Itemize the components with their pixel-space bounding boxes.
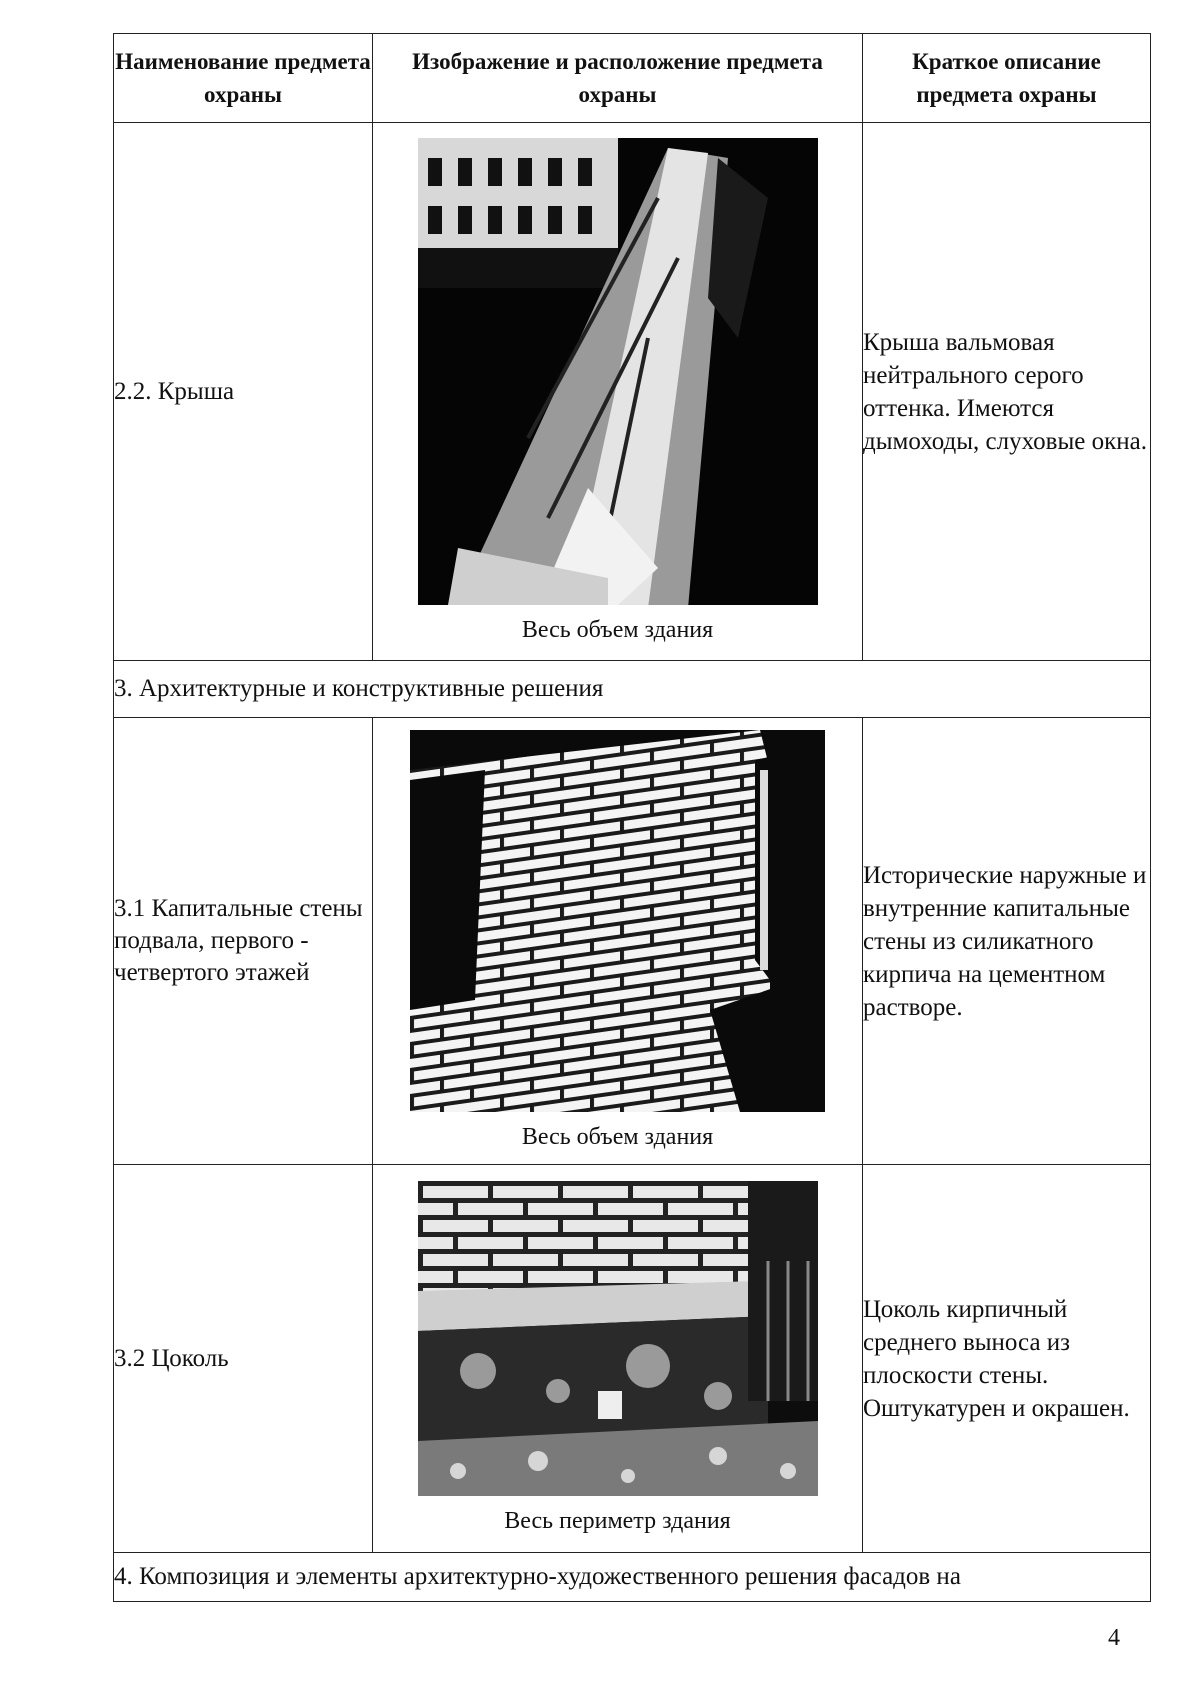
- plinth-description: Цоколь кирпичный среднего выноса из плоскости стены. Оштукатурен и окрашен.: [863, 1165, 1151, 1553]
- header-image: Изображение и расположение предмета охраны: [373, 34, 863, 123]
- section-3-heading: 3. Архитектурные и конструктивные решения: [114, 661, 1151, 718]
- table-row: [114, 718, 1151, 1165]
- roof-photo: [418, 138, 818, 605]
- roof-image-cell: [373, 123, 863, 661]
- walls-photo: [410, 730, 825, 1112]
- plinth-caption: Весь периметр здания: [504, 1508, 731, 1534]
- table-row: [114, 1553, 1151, 1602]
- section-4-heading: 4. Композиция и элементы архитектурно-художественного решения фасадов на: [114, 1553, 1151, 1602]
- plinth-photo: [418, 1181, 818, 1496]
- page-number: 4: [1108, 1625, 1120, 1651]
- walls-image-cell: [373, 718, 863, 1165]
- walls-caption: Весь объем здания: [521, 1124, 714, 1150]
- plinth-image-cell: [373, 1165, 863, 1553]
- table-header-row: [114, 34, 1151, 123]
- table-row: [114, 661, 1151, 718]
- roof-caption: Весь объем здания: [521, 617, 714, 643]
- table-row: [114, 123, 1151, 661]
- roof-description: Крыша вальмовая нейтрального серого оттенка. Имеются дымоходы, слуховые окна.: [863, 123, 1151, 661]
- walls-description: Исторические наружные и внутренние капитальные стены из силикатного кирпича на цементном растворе.: [863, 718, 1151, 1165]
- walls-name: 3.1 Капитальные стены подвала, первого - четвертого этажей: [114, 718, 373, 1165]
- protection-subjects-table: [113, 33, 1151, 1602]
- roof-name: 2.2. Крыша: [114, 123, 373, 661]
- header-description: Краткое описание предмета охраны: [863, 34, 1151, 123]
- table-row: [114, 1165, 1151, 1553]
- header-name: Наименование предмета охраны: [114, 34, 373, 123]
- plinth-name: 3.2 Цоколь: [114, 1165, 373, 1553]
